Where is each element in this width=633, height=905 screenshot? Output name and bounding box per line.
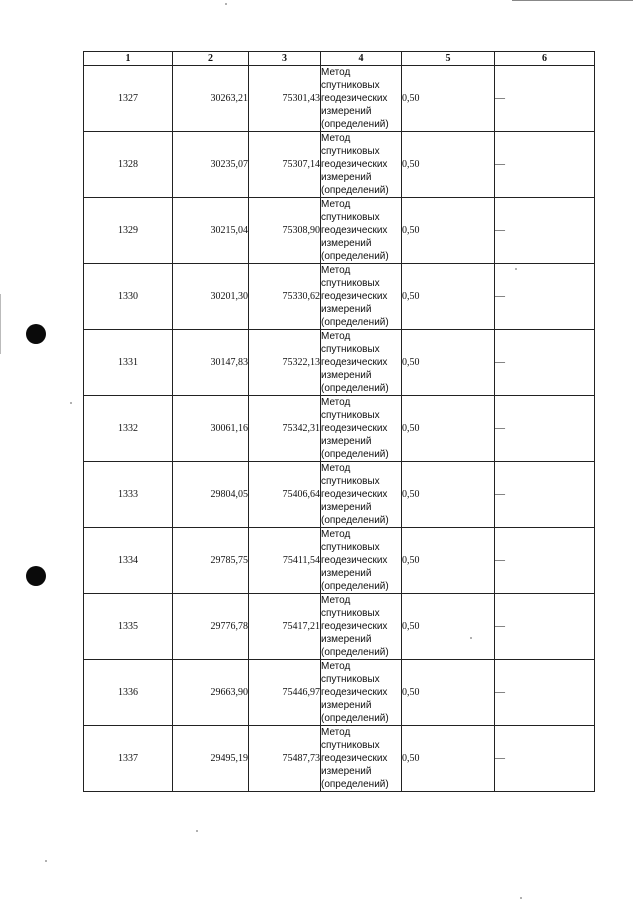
x-coordinate-cell: 30215,04 [173, 198, 249, 264]
header-col-3: 3 [249, 52, 321, 66]
accuracy-cell: 0,50 [402, 726, 495, 792]
scan-speck [70, 402, 72, 404]
y-coordinate-cell: 75406,64 [249, 462, 321, 528]
method-cell [321, 132, 402, 198]
accuracy-cell: 0,50 [402, 198, 495, 264]
accuracy-cell: 0,50 [402, 528, 495, 594]
y-coordinate-cell: 75330,62 [249, 264, 321, 330]
method-line: Метод [321, 397, 351, 408]
method-line: (определений) [321, 713, 389, 724]
method-line: Метод [321, 199, 351, 210]
method-cell [321, 330, 402, 396]
method-line: спутниковых [321, 278, 380, 289]
method-cell [321, 396, 402, 462]
table-row [84, 462, 595, 528]
table-header [84, 52, 595, 66]
method-line: Метод [321, 67, 351, 78]
method-line: геодезических [321, 159, 388, 170]
method-line: измерений [321, 436, 372, 447]
method-line: Метод [321, 595, 351, 606]
note-cell: — [495, 132, 595, 198]
header-row [84, 52, 595, 66]
point-number-cell: 1337 [84, 726, 173, 792]
scan-speck [45, 860, 47, 862]
method-line: измерений [321, 370, 372, 381]
page-top-rule [512, 0, 633, 1]
method-line: геодезических [321, 93, 388, 104]
table-row [84, 396, 595, 462]
note-cell: — [495, 66, 595, 132]
method-line: (определений) [321, 383, 389, 394]
method-line: спутниковых [321, 542, 380, 553]
accuracy-cell: 0,50 [402, 660, 495, 726]
x-coordinate-cell: 30147,83 [173, 330, 249, 396]
note-cell: — [495, 528, 595, 594]
method-line: (определений) [321, 185, 389, 196]
note-cell: — [495, 264, 595, 330]
table-row [84, 528, 595, 594]
point-number-cell: 1328 [84, 132, 173, 198]
method-line: (определений) [321, 449, 389, 460]
note-cell: — [495, 198, 595, 264]
method-line: измерений [321, 634, 372, 645]
point-number-cell: 1333 [84, 462, 173, 528]
y-coordinate-cell: 75446,97 [249, 660, 321, 726]
point-number-cell: 1330 [84, 264, 173, 330]
method-line: геодезических [321, 291, 388, 302]
point-number-cell: 1329 [84, 198, 173, 264]
point-number-cell: 1331 [84, 330, 173, 396]
note-cell: — [495, 594, 595, 660]
table-row [84, 132, 595, 198]
y-coordinate-cell: 75417,21 [249, 594, 321, 660]
method-line: геодезических [321, 225, 388, 236]
method-line: измерений [321, 502, 372, 513]
header-col-1: 1 [84, 52, 173, 66]
method-line: (определений) [321, 779, 389, 790]
note-cell: — [495, 660, 595, 726]
method-line: спутниковых [321, 344, 380, 355]
y-coordinate-cell: 75322,13 [249, 330, 321, 396]
method-line: спутниковых [321, 212, 380, 223]
method-line: геодезических [321, 687, 388, 698]
method-line: измерений [321, 304, 372, 315]
punch-hole [26, 324, 46, 344]
method-line: спутниковых [321, 410, 380, 421]
header-col-4: 4 [321, 52, 402, 66]
note-cell: — [495, 396, 595, 462]
accuracy-cell: 0,50 [402, 462, 495, 528]
accuracy-cell: 0,50 [402, 264, 495, 330]
method-line: измерений [321, 568, 372, 579]
table-row [84, 198, 595, 264]
note-cell: — [495, 726, 595, 792]
method-line: Метод [321, 133, 351, 144]
method-line: Метод [321, 463, 351, 474]
accuracy-cell: 0,50 [402, 396, 495, 462]
method-line: геодезических [321, 555, 388, 566]
method-line: спутниковых [321, 608, 380, 619]
method-cell [321, 594, 402, 660]
y-coordinate-cell: 75342,31 [249, 396, 321, 462]
header-col-6: 6 [495, 52, 595, 66]
method-line: спутниковых [321, 674, 380, 685]
note-cell: — [495, 330, 595, 396]
method-line: (определений) [321, 581, 389, 592]
table-row [84, 726, 595, 792]
header-col-5: 5 [402, 52, 495, 66]
table-row [84, 660, 595, 726]
method-line: Метод [321, 529, 351, 540]
method-line: измерений [321, 700, 372, 711]
method-cell [321, 264, 402, 330]
x-coordinate-cell: 30061,16 [173, 396, 249, 462]
method-line: (определений) [321, 119, 389, 130]
accuracy-cell: 0,50 [402, 330, 495, 396]
x-coordinate-cell: 30235,07 [173, 132, 249, 198]
x-coordinate-cell: 30201,30 [173, 264, 249, 330]
x-coordinate-cell: 29663,90 [173, 660, 249, 726]
method-line: Метод [321, 661, 351, 672]
y-coordinate-cell: 75308,90 [249, 198, 321, 264]
method-cell [321, 660, 402, 726]
point-number-cell: 1327 [84, 66, 173, 132]
x-coordinate-cell: 30263,21 [173, 66, 249, 132]
note-cell: — [495, 462, 595, 528]
table-row [84, 594, 595, 660]
method-cell [321, 66, 402, 132]
method-line: геодезических [321, 489, 388, 500]
method-line: Метод [321, 727, 351, 738]
scan-speck [225, 3, 227, 5]
punch-hole [26, 566, 46, 586]
scan-speck [520, 897, 522, 899]
method-line: (определений) [321, 647, 389, 658]
page-left-edge [0, 294, 1, 354]
method-cell [321, 528, 402, 594]
point-number-cell: 1334 [84, 528, 173, 594]
method-line: спутниковых [321, 146, 380, 157]
method-cell [321, 198, 402, 264]
y-coordinate-cell: 75411,54 [249, 528, 321, 594]
x-coordinate-cell: 29495,19 [173, 726, 249, 792]
method-line: измерений [321, 766, 372, 777]
point-number-cell: 1332 [84, 396, 173, 462]
point-number-cell: 1336 [84, 660, 173, 726]
method-line: геодезических [321, 357, 388, 368]
method-line: спутниковых [321, 476, 380, 487]
method-line: геодезических [321, 753, 388, 764]
y-coordinate-cell: 75307,14 [249, 132, 321, 198]
x-coordinate-cell: 29804,05 [173, 462, 249, 528]
method-line: спутниковых [321, 740, 380, 751]
method-line: измерений [321, 106, 372, 117]
x-coordinate-cell: 29785,75 [173, 528, 249, 594]
x-coordinate-cell: 29776,78 [173, 594, 249, 660]
coordinates-table [83, 51, 595, 792]
method-line: Метод [321, 331, 351, 342]
method-line: геодезических [321, 621, 388, 632]
method-line: (определений) [321, 515, 389, 526]
table-row [84, 264, 595, 330]
table-body [84, 66, 595, 792]
table-row [84, 330, 595, 396]
accuracy-cell: 0,50 [402, 132, 495, 198]
method-line: Метод [321, 265, 351, 276]
y-coordinate-cell: 75301,43 [249, 66, 321, 132]
method-line: (определений) [321, 251, 389, 262]
point-number-cell: 1335 [84, 594, 173, 660]
method-line: измерений [321, 172, 372, 183]
method-cell [321, 726, 402, 792]
method-line: спутниковых [321, 80, 380, 91]
scan-speck [196, 830, 198, 832]
method-line: (определений) [321, 317, 389, 328]
method-line: геодезических [321, 423, 388, 434]
y-coordinate-cell: 75487,73 [249, 726, 321, 792]
accuracy-cell: 0,50 [402, 594, 495, 660]
method-cell [321, 462, 402, 528]
table-row [84, 66, 595, 132]
accuracy-cell: 0,50 [402, 66, 495, 132]
header-col-2: 2 [173, 52, 249, 66]
method-line: измерений [321, 238, 372, 249]
